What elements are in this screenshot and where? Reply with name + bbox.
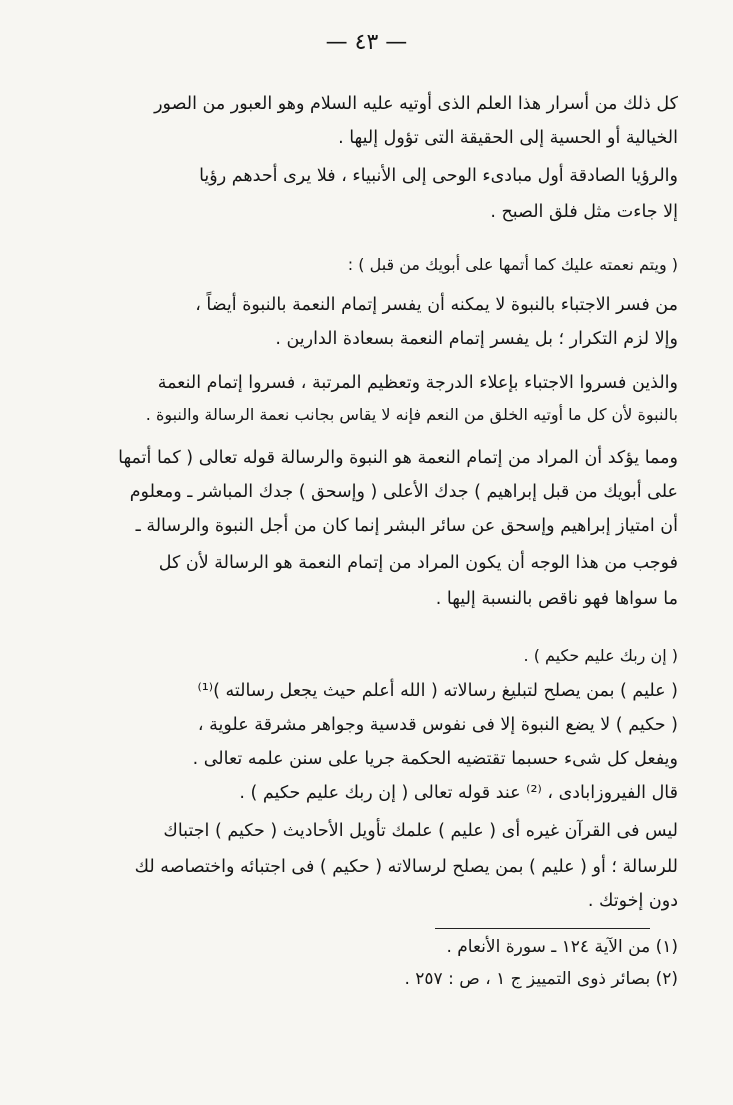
footnote-separator: [435, 928, 650, 929]
text-line: إلا جاءت مثل فلق الصبح .: [490, 202, 678, 222]
text-line: ( عليم ) بمن يصلح لتبليغ رسالاته ( الله أعلم حيث يجعل رسالته )⁽¹⁾: [197, 681, 678, 701]
text-line: وإلا لزم التكرار ؛ بل يفسر إتمام النعمة بسعادة الدارين .: [275, 329, 678, 349]
page-number: — ٤٣ —: [325, 30, 408, 55]
text-line: قال الفيروزابادى ، ⁽²⁾ عند قوله تعالى ( إن ربك عليم حكيم ) .: [239, 783, 678, 803]
text-line: والذين فسروا الاجتباء بإعلاء الدرجة وتعظيم المرتبة ، فسروا إتمام النعمة: [157, 373, 678, 393]
text-line: دون إخوتك .: [587, 891, 678, 911]
text-line: أن امتياز إبراهيم وإسحق عن سائر البشر إنما كان من أجل النبوة والرسالة ـ: [135, 516, 678, 536]
text-line: ( حكيم ) لا يضع النبوة إلا فى نفوس قدسية وجواهر مشرقة علوية ،: [197, 715, 678, 735]
text-line: ليس فى القرآن غيره أى ( عليم ) علمك تأويل الأحاديث ( حكيم ) اجتباك: [163, 821, 678, 841]
text-line: فوجب من هذا الوجه أن يكون المراد من إتمام النعمة هو الرسالة لأن كل: [158, 553, 678, 573]
text-line: بالنبوة لأن كل ما أوتيه الخلق من النعم فإنه لا يقاس بجانب نعمة الرسالة والنبوة .: [145, 405, 678, 424]
verse-heading: ( إن ربك عليم حكيم ) .: [523, 646, 678, 665]
text-line: ومما يؤكد أن المراد من إتمام النعمة هو النبوة والرسالة قوله تعالى ( كما أتمها: [118, 448, 678, 468]
text-line: ويفعل كل شىء حسبما تقتضيه الحكمة جريا على سنن علمه تعالى .: [192, 749, 678, 769]
text-line: على أبويك من قبل إبراهيم ) جدك الأعلى ( وإسحق ) جدك المباشر ـ ومعلوم: [129, 482, 678, 502]
text-line: كل ذلك من أسرار هذا العلم الذى أوتيه عليه السلام وهو العبور من الصور: [154, 94, 678, 114]
text-line: الخيالية أو الحسية إلى الحقيقة التى تؤول إليها .: [338, 128, 678, 148]
verse-heading: ( ويتم نعمته عليك كما أتمها على أبويك من قبل ) :: [347, 255, 678, 274]
text-line: من فسر الاجتباء بالنبوة لا يمكنه أن يفسر إتمام النعمة بالنبوة أيضاً ،: [195, 295, 678, 315]
text-line: والرؤيا الصادقة أول مبادىء الوحى إلى الأنبياء ، فلا يرى أحدهم رؤيا: [199, 166, 678, 186]
text-line: ما سواها فهو ناقص بالنسبة إليها .: [435, 589, 678, 609]
footnote: (١) من الآية ١٢٤ ـ سورة الأنعام .: [446, 937, 678, 957]
footnote: (٢) بصائر ذوى التمييز ج ١ ، ص : ٢٥٧ .: [404, 969, 678, 989]
text-line: للرسالة ؛ أو ( عليم ) بمن يصلح لرسالاته ( حكيم ) فى اجتبائه واختصاصه لك: [134, 857, 678, 877]
